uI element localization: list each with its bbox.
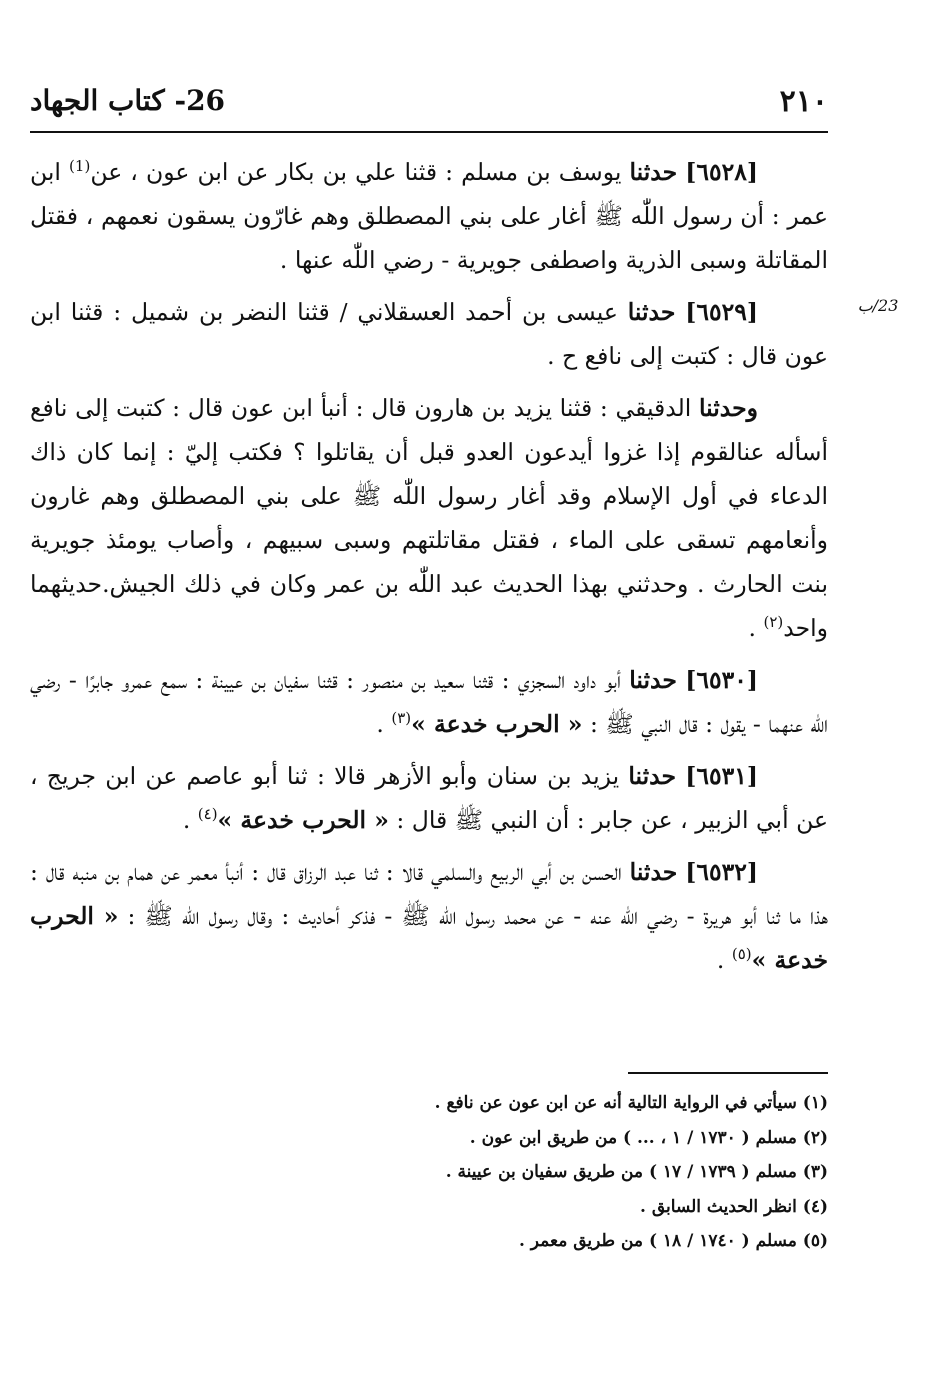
hadith-lead-word: حدثنا — [629, 858, 678, 886]
hadith-number: [٦٥٣١] — [685, 762, 758, 790]
hadith-6532 — [30, 850, 828, 982]
hadith-6529-second-chain — [30, 386, 828, 650]
page-header — [30, 80, 828, 126]
hadith-text: يزيد بن سنان وأبو الأزهر قالا : ثنا أبو عاصم عن ابن جريج ، عن أبي الزبير ، عن جابر : أن النبي ﷺ قال : — [30, 762, 828, 834]
book-title: 26- كتاب الجهاد — [30, 84, 226, 117]
hadith-number: [٦٥٢٨] — [685, 158, 758, 186]
hadith-end: . — [748, 614, 764, 642]
hadith-quote: « الحرب خدعة » — [411, 710, 583, 738]
hadith-text: يوسف بن مسلم : قثنا علي بن بكار عن ابن عون ، عن — [90, 158, 630, 186]
hadith-number: [٦٥٢٩] — [685, 298, 758, 326]
hadith-6531 — [30, 754, 828, 842]
hadith-quote: « الحرب خدعة » — [30, 902, 828, 974]
header-divider — [30, 131, 828, 133]
footnote: (١) سيأتي في الرواية التالية أنه عن ابن عون عن نافع . — [434, 1093, 828, 1113]
footnote-ref: (٥) — [731, 945, 752, 964]
hadith-6528 — [30, 150, 828, 282]
footnote-ref: (٤) — [197, 805, 218, 824]
footnote: (٥) مسلم ( ١٧٤٠ / ١٨ ) من طريق معمر . — [518, 1231, 828, 1251]
footnote-divider — [628, 1072, 828, 1074]
hadith-number: [٦٥٣٢] — [685, 858, 758, 886]
hadith-number: [٦٥٣٠] — [685, 666, 758, 694]
hadith-text-continued: ابن عمر : أن رسول اللّٰه ﷺ أغار على بني المصطلق وهم غارّون يسقون نعمهم ، فقتل المقاتلة وسبى الذرية واصطفى جويرية - رضي اللّٰه عنها . — [30, 158, 828, 274]
hadith-6530 — [30, 658, 828, 746]
hadith-text: أبو داود السجزي : قثنا سعيد بن منصور : قثنا سفيان بن عيينة : سمع عمرو جابرًا - رضي اللّٰه عنهما - يقول : قال النبي ﷺ : — [30, 666, 828, 738]
hadith-end: . — [376, 710, 392, 738]
main-text — [30, 150, 828, 990]
footnote: (٢) مسلم ( ١٧٣٠ / ١ ، ... ) من طريق ابن عون . — [469, 1127, 828, 1148]
hadith-lead-word: وحدثنا — [698, 394, 758, 422]
hadith-6529 — [30, 290, 828, 378]
hadith-text: الدقيقي : قثنا يزيد بن هارون قال : أنبأ ابن عون قال : كتبت إلى نافع أسأله عنالقوم إذا غزوا أيدعون العدو قبل أن يقاتلوا ؟ فكتب إليّ : إنما كان ذاك الدعاء في أول الإسلام وقد أغار رسول اللّٰه ﷺ على بني المصطلق وهم غارون وأنعامهم تسقى على الماء ، فقتل مقاتلتهم وسبى سبيهم ، وأصاب يومئذ جويرية بنت الحارث . وحدثني بهذا الحديث عبد اللّٰه بن عمر وكان في ذلك الجيش.حديثهما واحد — [30, 394, 828, 642]
footnote-ref: (1) — [69, 157, 91, 176]
hadith-lead-word: حدثنا — [629, 158, 678, 186]
hadith-lead-word: حدثنا — [627, 298, 676, 326]
page-number: ٢١٠ — [779, 84, 828, 119]
manuscript-folio-note: 23/ب — [857, 296, 899, 315]
footnote-ref: (٣) — [391, 709, 412, 728]
footnote: (٤) انظر الحديث السابق . — [640, 1196, 828, 1217]
hadith-lead-word: حدثنا — [628, 762, 677, 790]
hadith-end: . — [716, 946, 732, 974]
hadith-text: الحسن بن أبي الربيع والسلمي قالا : ثنا عبد الرزاق قال : أنبأ معمر عن همام بن منبه قال : هذا ما ثنا أبو هريرة - رضي اللّٰه عنه - عن محمد رسول اللّٰه ﷺ - فذكر أحاديث : وقال رسول اللّٰه ﷺ : — [30, 858, 828, 930]
hadith-lead-word: حدثنا — [629, 666, 677, 694]
hadith-text: عيسى بن أحمد العسقلاني / قثنا النضر بن شميل : قثنا ابن عون قال : كتبت إلى نافع ح . — [30, 298, 828, 370]
footnotes — [30, 1086, 828, 1259]
hadith-end: . — [182, 806, 198, 834]
footnote-ref: (٢) — [763, 613, 784, 632]
hadith-quote: « الحرب خدعة » — [217, 806, 389, 834]
footnote: (٣) مسلم ( ١٧٣٩ / ١٧ ) من طريق سفيان بن عيينة . — [445, 1162, 828, 1182]
